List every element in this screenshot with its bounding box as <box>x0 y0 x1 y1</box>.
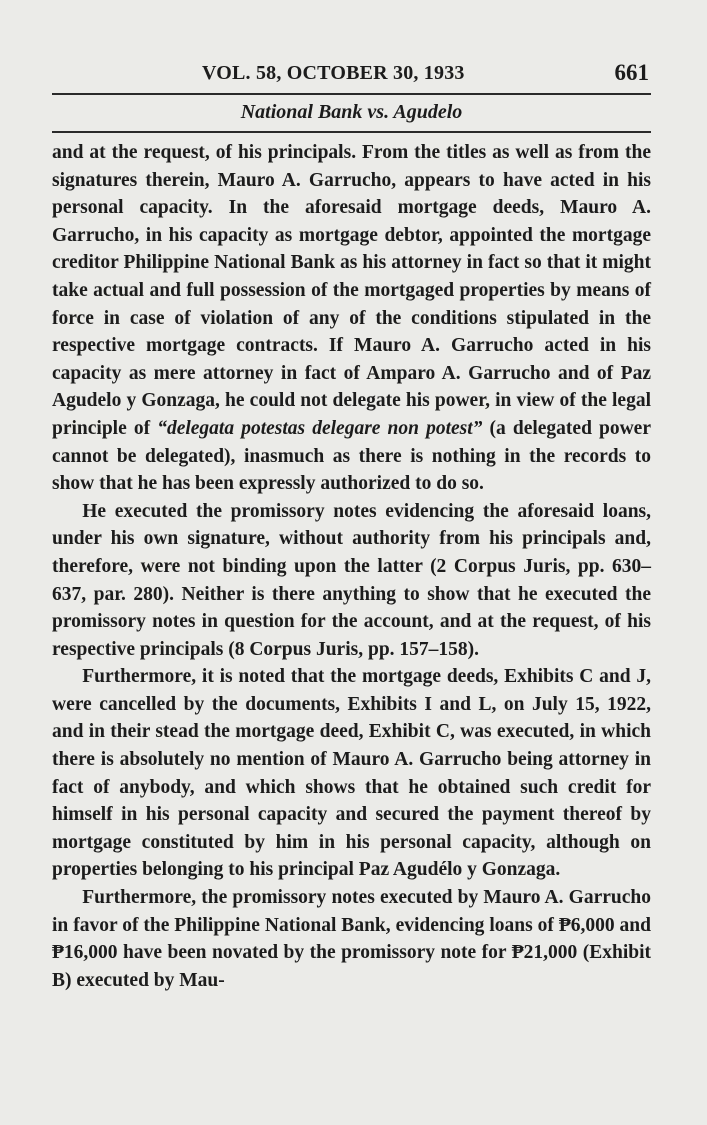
paragraph <box>52 884 651 994</box>
paragraph-text: Furthermore, the promissory notes executed by Mauro A. Garrucho in favor of the Philippine National Bank, evidencing loans of ₱6,000 and ₱16,000 have been novated by the promissory note for ₱21,000 (Exhibit B) executed by Mau- <box>52 887 651 991</box>
case-title: National Bank vs. Agudelo <box>240 101 463 123</box>
paragraph <box>52 663 651 884</box>
latin-maxim: “delegata potestas delegare non potest” <box>157 417 483 439</box>
paragraph <box>52 139 651 498</box>
paragraph-text: (a delegated power cannot be delegated), inasmuch as there is nothing in the records to show that he has been expressly authorized to do so. <box>52 417 651 495</box>
paragraph <box>52 498 651 664</box>
paragraph-text: and at the request, of his principals. From the titles as well as from the signatures therein, Mauro A. Garrucho, appears to have acted in his personal capacity. In the aforesaid mortgage deeds, Mauro A. Garrucho, in his capacity as mortgage debtor, appointed the mortgage creditor Philippine National Bank as his attorney in fact so that it might take actual and full possession of the mortgaged properties by means of force in case of violation of any of the conditions stipulated in the respective mortgage contracts. If Mauro A. Garrucho acted in his capacity as mere attorney in fact of Amparo A. Garrucho and of Paz Agudelo y Gonzaga, he could not delegate his power, in view of the legal principle of <box>52 142 651 439</box>
header-rule-top <box>52 93 651 95</box>
paragraph-text: He executed the promissory notes evidencing the aforesaid loans, under his own signature, without authority from his principals and, therefore, were not binding upon the latter (2 Corpus Juris, pp. 630–637, par. 280). Neither is there anything to show that he executed the promissory notes in question for the account, and at the request, of his respective principals (8 Corpus Juris, pp. 157–158). <box>52 500 651 660</box>
running-head <box>52 60 649 90</box>
volume-date-line: VOL. 58, OCTOBER 30, 1933 <box>202 62 465 84</box>
page-number: 661 <box>614 60 649 85</box>
paragraph-text: Furthermore, it is noted that the mortgage deeds, Exhibits C and J, were cancelled by the documents, Exhibits I and L, on July 15, 1922, and in their stead the mortgage deed, Exhibit C, was executed, in which there is absolutely no mention of Mauro A. Garrucho being attorney in fact of anybody, and which shows that he obtained such credit for himself in his personal capacity and secured the payment thereof by mortgage constituted by him in his personal capacity, although on properties belonging to his principal Paz Agudélo y Gonzaga. <box>52 666 651 881</box>
header-rule-bottom <box>52 131 651 133</box>
body-text <box>52 139 651 994</box>
